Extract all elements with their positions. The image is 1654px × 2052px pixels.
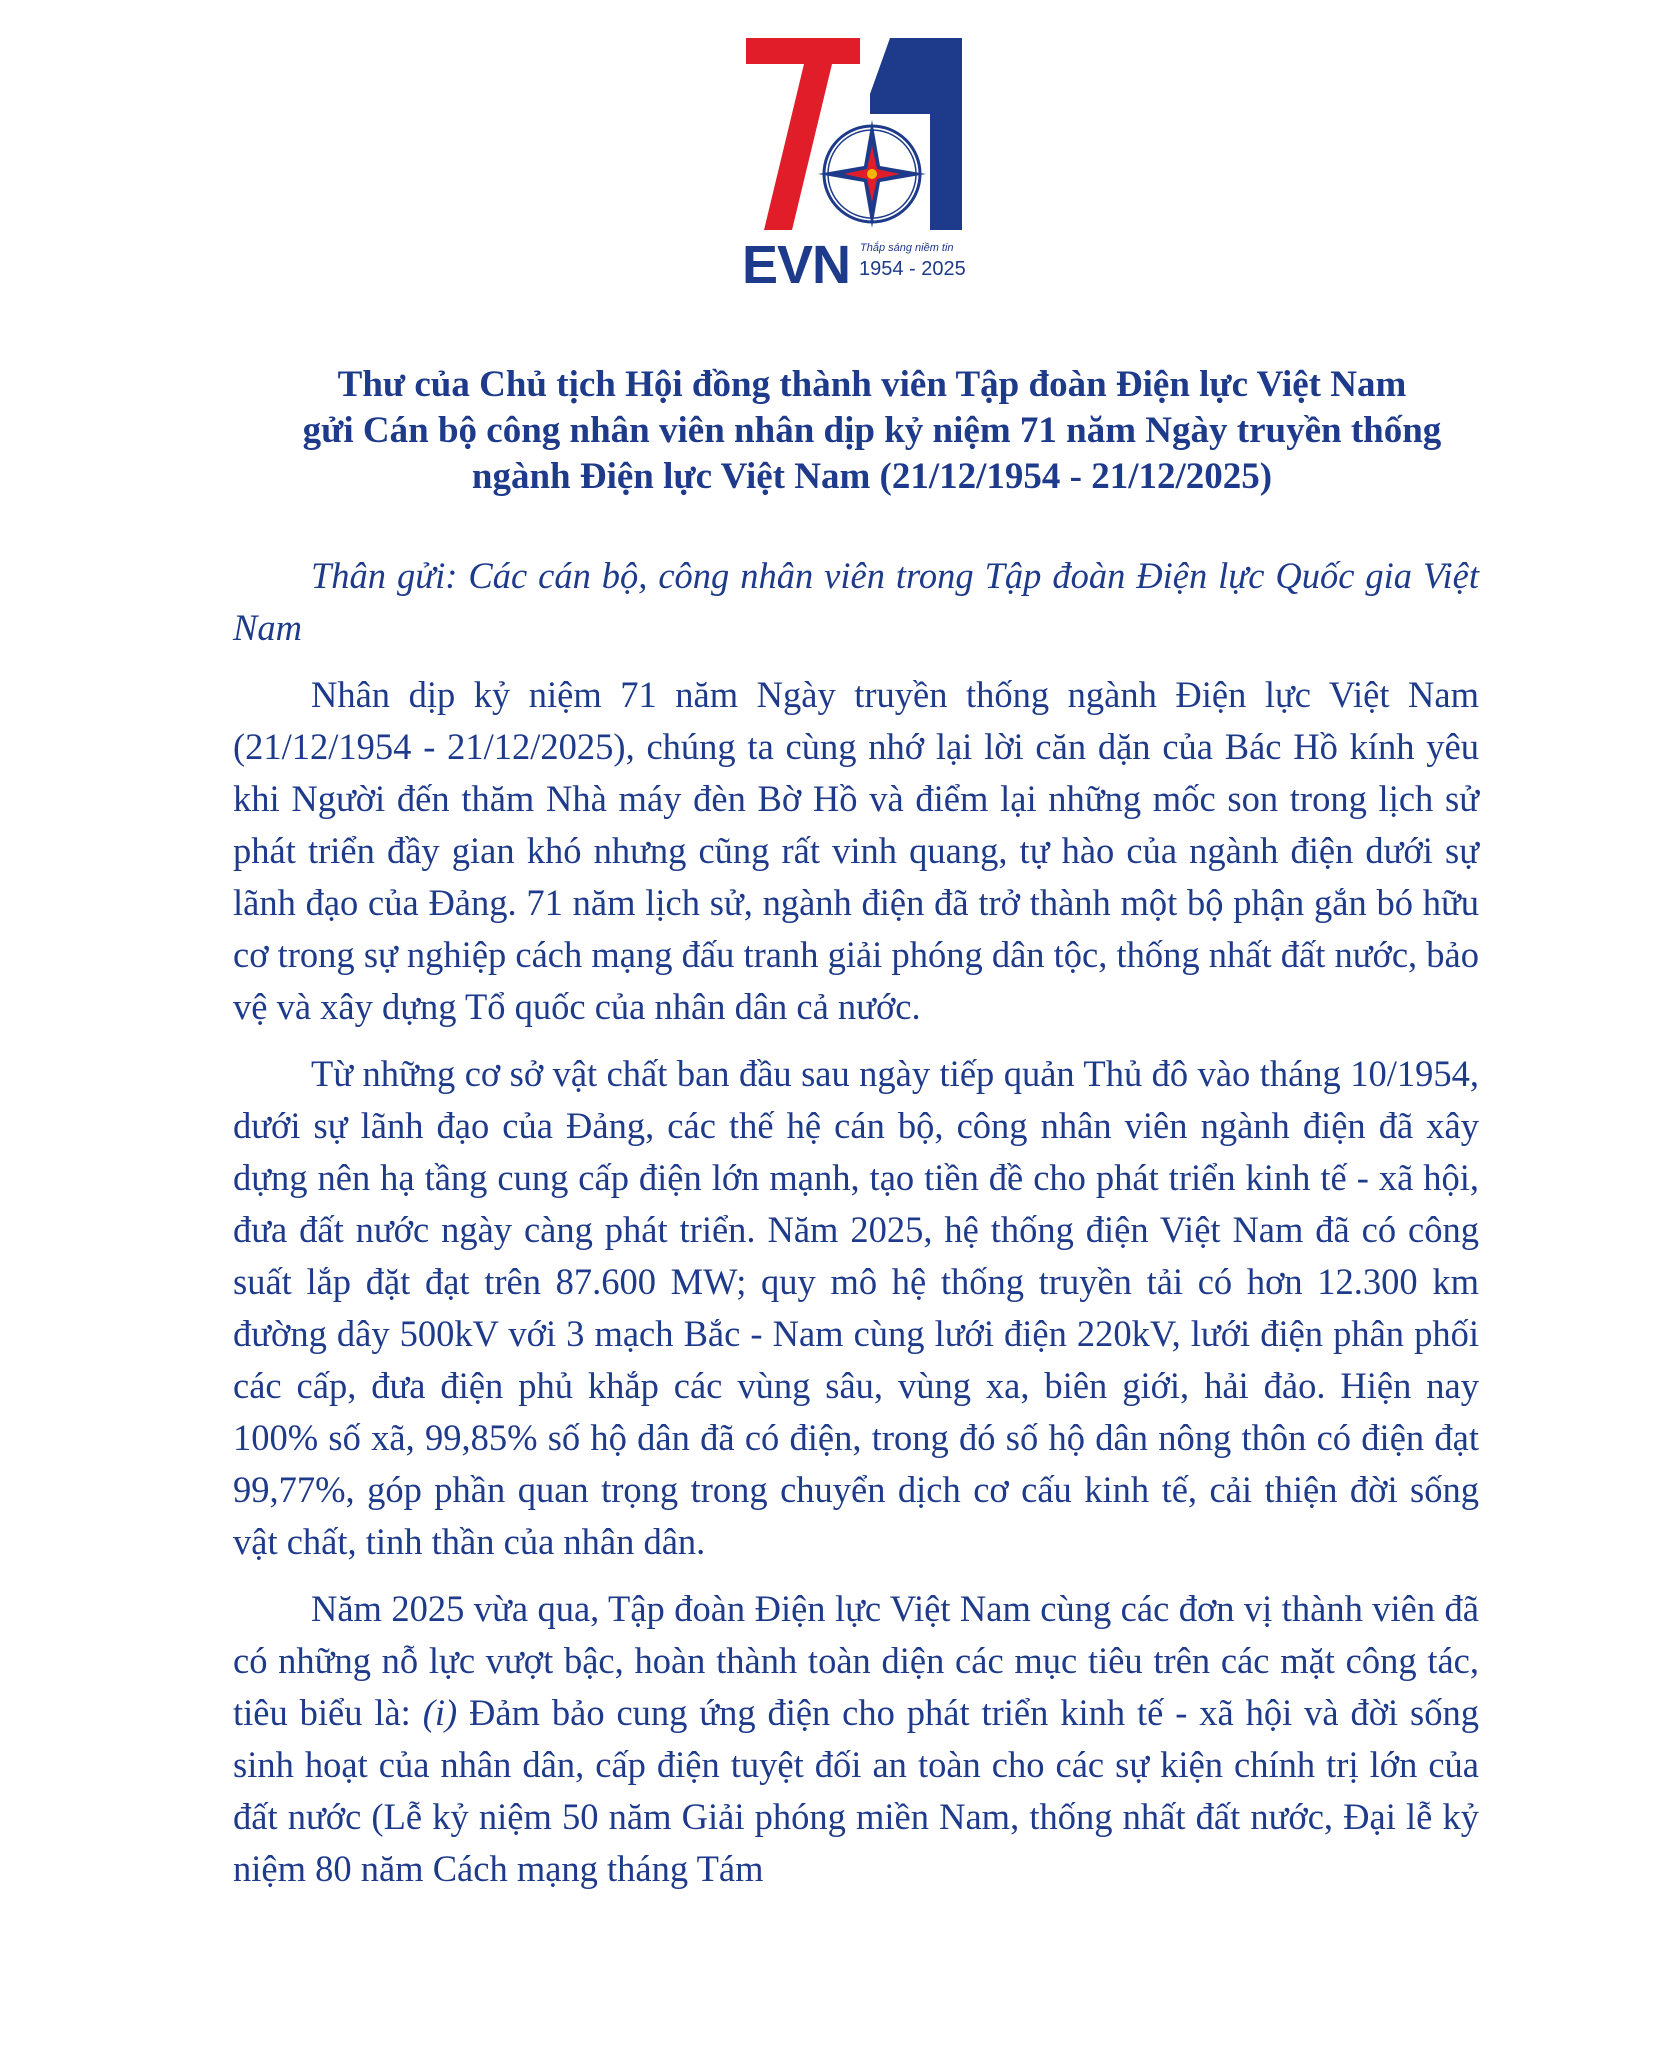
letter-title (232, 362, 1512, 500)
title-line-2: gửi Cán bộ công nhân viên nhân dịp kỷ niệm 71 năm Ngày truyền thống (302, 410, 1442, 451)
letter-body (233, 550, 1479, 1895)
logo-tagline: Thắp sáng niềm tin (860, 242, 954, 254)
title-line-1: Thư của Chủ tịch Hội đồng thành viên Tập đoàn Điện lực Việt Nam (337, 364, 1407, 405)
logo-brand-text: EVN (742, 235, 851, 295)
evn-71-logo (740, 34, 984, 296)
paragraph-1: Nhân dịp kỷ niệm 71 năm Ngày truyền thống ngành Điện lực Việt Nam (21/12/1954 - 21/12/2025), chúng ta cùng nhớ lại lời căn dặn của Bác Hồ kính yêu khi Người đến thăm Nhà máy đèn Bờ Hồ và điểm lại những mốc son trong lịch sử phát triển đầy gian khó nhưng cũng rất vinh quang, tự hào của ngành điện dưới sự lãnh đạo của Đảng. 71 năm lịch sử, ngành điện đã trở thành một bộ phận gắn bó hữu cơ trong sự nghiệp cách mạng đấu tranh giải phóng dân tộc, thống nhất đất nước, bảo vệ và xây dựng Tổ quốc của nhân dân cả nước. (233, 674, 1479, 1027)
salutation: Thân gửi: Các cán bộ, công nhân viên trong Tập đoàn Điện lực Quốc gia Việt Nam (233, 555, 1479, 648)
title-line-3: ngành Điện lực Việt Nam (21/12/1954 - 21/12/2025) (471, 456, 1273, 497)
logo-years: 1954 - 2025 (859, 258, 966, 280)
paragraph-3-item-i: Đảm bảo cung ứng điện cho phát triển kinh tế - xã hội và đời sống sinh hoạt của nhân dân, cấp điện tuyệt đối an toàn cho các sự kiện chính trị lớn của đất nước (Lễ kỷ niệm 50 năm Giải phóng miền Nam, thống nhất đất nước, Đại lễ kỷ niệm 80 năm Cách mạng tháng Tám (233, 1692, 1479, 1889)
paragraph-3-intro: Năm 2025 vừa qua, Tập đoàn Điện lực Việt Nam cùng các đơn vị thành viên đã có những nỗ lực vượt bậc, hoàn thành toàn diện các mục tiêu trên các mặt công tác, tiêu biểu là: (233, 1588, 1479, 1733)
paragraph-2: Từ những cơ sở vật chất ban đầu sau ngày tiếp quản Thủ đô vào tháng 10/1954, dưới sự lãnh đạo của Đảng, các thế hệ cán bộ, công nhân viên ngành điện đã xây dựng nên hạ tầng cung cấp điện lớn mạnh, tạo tiền đề cho phát triển kinh tế - xã hội, đưa đất nước ngày càng phát triển. Năm 2025, hệ thống điện Việt Nam đã có công suất lắp đặt đạt trên 87.600 MW; quy mô hệ thống truyền tải có hơn 12.300 km đường dây 500kV với 3 mạch Bắc - Nam cùng lưới điện 220kV, lưới điện phân phối các cấp, đưa điện phủ khắp các vùng sâu, vùng xa, biên giới, hải đảo. Hiện nay 100% số xã, 99,85% số hộ dân đã có điện, trong đó số hộ dân nông thôn có điện đạt 99,77%, góp phần quan trọng trong chuyển dịch cơ cấu kinh tế, cải thiện đời sống vật chất, tinh thần của nhân dân. (233, 1053, 1479, 1562)
paragraph-3 (233, 1583, 1479, 1895)
list-marker-i: (i) (422, 1692, 458, 1733)
